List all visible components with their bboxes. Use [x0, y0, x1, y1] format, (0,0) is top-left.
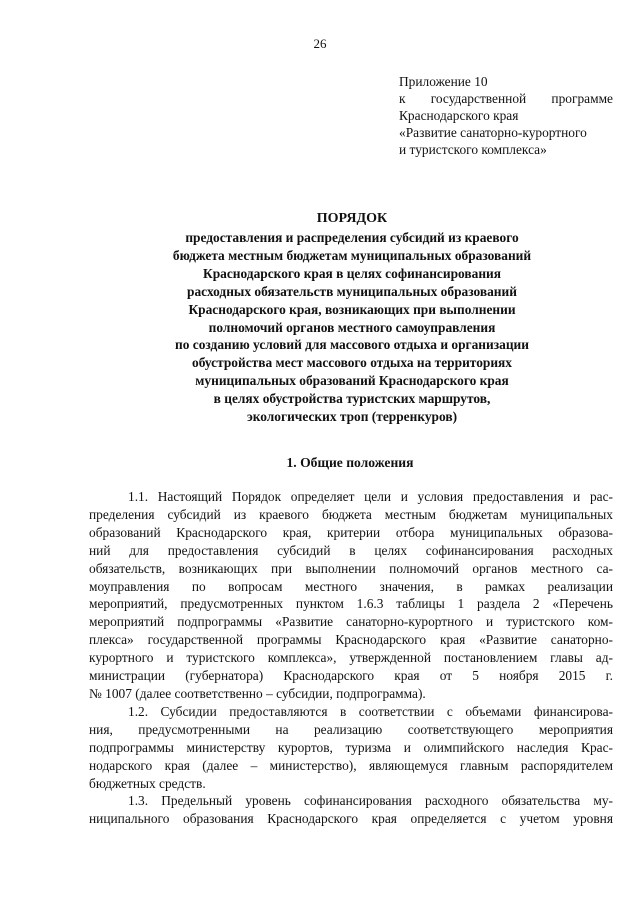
text-line: плекса» государственной программы Краснодарского края «Развитие санаторно- — [89, 632, 613, 648]
paragraph-1-2 — [89, 703, 613, 793]
text-line: 1.1. Настоящий Порядок определяет цели и условия предоставления и рас- — [128, 489, 613, 504]
appendix-line: Приложение 10 — [399, 74, 488, 89]
appendix-line: «Развитие санаторно-курортного — [399, 125, 587, 140]
text-line: курортного и туристского комплекса», утвержденной постановлением главы ад- — [89, 650, 613, 666]
subtitle-line: бюджета местным бюджетам муниципальных образований — [172, 247, 532, 263]
appendix-block — [399, 73, 613, 158]
text-line: министрации (губернатора) Краснодарского края от 5 ноября 2015 г. — [89, 668, 613, 684]
text-line: пределения субсидий из краевого бюджета местным бюджетам муниципальных — [89, 506, 613, 522]
subtitle-line: муниципальных образований Краснодарского края — [195, 373, 509, 389]
text-line: образований Краснодарского края, критерии отбора муниципальных образова- — [89, 524, 613, 540]
document-subtitle — [0, 229, 640, 426]
text-line: подпрограммы министерству курортов, туризма и олимпийского наследия Крас- — [89, 739, 613, 755]
document-title: ПОРЯДОК — [316, 211, 388, 226]
text-line: 1.3. Предельный уровень софинансирования расходного обязательства му- — [128, 793, 613, 809]
subtitle-line: Краснодарского края, возникающих при выполнении — [188, 301, 516, 317]
text-line: 1.2. Субсидии предоставляются в соответствии с объемами финансирова- — [128, 703, 613, 719]
appendix-line: и туристского комплекса» — [399, 142, 547, 157]
subtitle-line: экологических троп (терренкуров) — [246, 409, 458, 425]
text-line: № 1007 (далее соответственно – субсидии, подпрограмма). — [89, 685, 426, 701]
text-line: обязательств, возникающих при выполнении полномочий органов местного са- — [89, 560, 613, 576]
text-line: ния, предусмотренными на реализацию соответствующего мероприятия — [89, 721, 613, 737]
text-line: ниципального образования Краснодарского края определяется с учетом уровня — [89, 811, 613, 827]
text-line: мероприятий, предусмотренных пунктом 1.6.3 таблицы 1 раздела 2 «Перечень — [89, 596, 613, 612]
subtitle-line: расходных обязательств муниципальных образований — [187, 283, 517, 299]
text-line: ний для предоставления субсидий в целях софинансирования расходных — [89, 542, 613, 558]
subtitle-line: по созданию условий для массового отдыха и организации — [175, 337, 529, 353]
appendix-line: Краснодарского края — [399, 108, 519, 123]
body-text — [89, 488, 613, 828]
paragraph-1-3 — [89, 792, 613, 828]
section-heading: 1. Общие положения — [286, 455, 414, 470]
appendix-line: к государственной программе — [399, 91, 613, 106]
subtitle-line: предоставления и распределения субсидий из краевого — [185, 230, 519, 245]
page-number: 26 — [313, 36, 327, 51]
text-line: моуправления по вопросам местного значения, в рамках реализации — [89, 578, 613, 594]
subtitle-line: в целях обустройства туристских маршрутов, — [213, 391, 491, 407]
paragraph-1-1 — [89, 488, 613, 703]
text-line: бюджетных средств. — [89, 775, 206, 791]
subtitle-line: обустройства мест массового отдыха на территориях — [192, 355, 512, 371]
text-line: нодарского края (далее – министерство), являющемуся главным распорядителем — [89, 757, 613, 773]
subtitle-line: полномочий органов местного самоуправления — [208, 319, 496, 335]
text-line: мероприятий подпрограммы «Развитие санаторно-курортного и туристского ком- — [89, 614, 613, 630]
subtitle-line: Краснодарского края в целях софинансирования — [202, 265, 501, 281]
